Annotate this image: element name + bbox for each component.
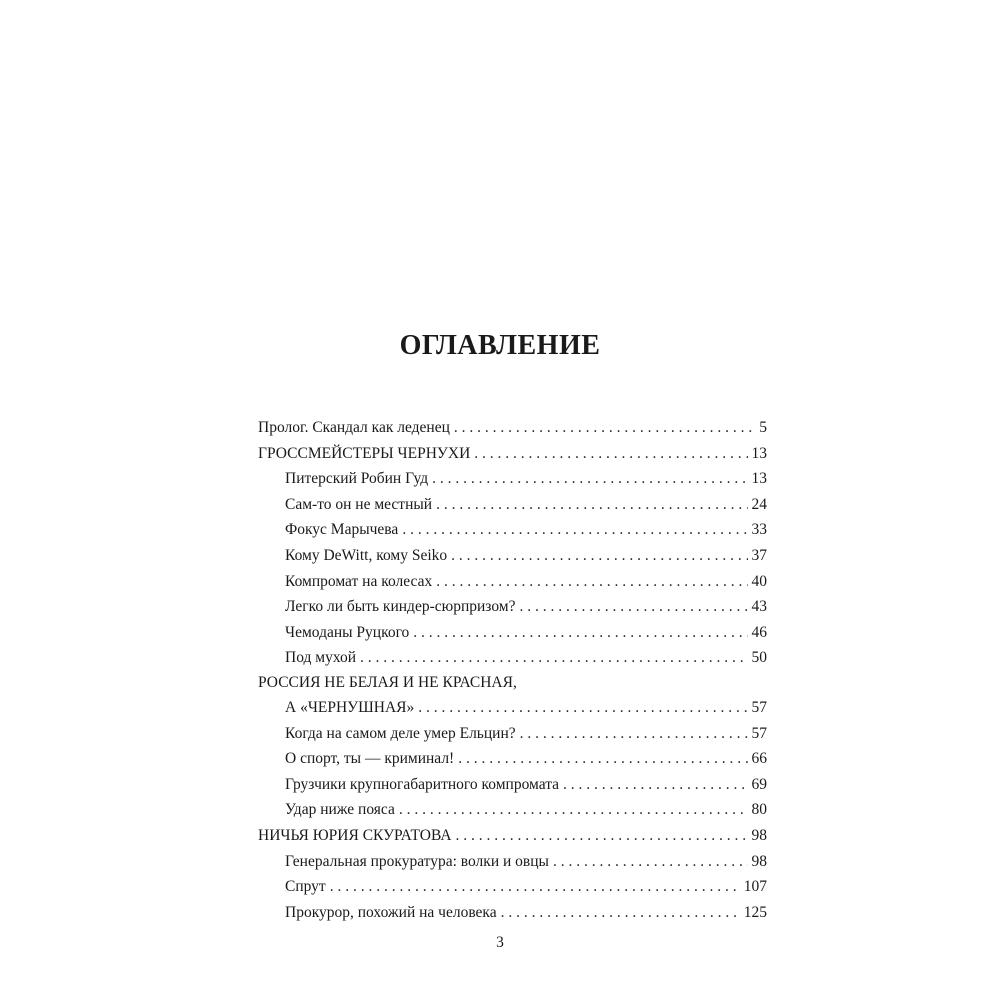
dot-leader [458, 746, 747, 772]
toc-entry-title: Пролог. Скандал как леденец [258, 419, 450, 436]
page-title: ОГЛАВЛЕНИЕ [399, 330, 601, 361]
toc-entry-second-line[interactable] [258, 695, 767, 721]
toc-entry-page: 37 [751, 546, 767, 564]
toc-entry-page: 13 [751, 444, 767, 462]
toc-subentry[interactable] [258, 900, 767, 926]
toc-entry-title: Чемоданы Руцкого [285, 623, 410, 641]
toc-entry-title: Удар ниже пояса [285, 801, 395, 819]
dot-leader [418, 695, 747, 721]
toc-entry-page: 24 [751, 495, 767, 513]
toc-entry-title: Под мухой [285, 649, 357, 667]
toc-subentry[interactable] [258, 797, 767, 823]
toc-entry-title: О спорт, ты — криминал! [285, 750, 455, 768]
toc-subentry[interactable] [258, 620, 767, 646]
toc-subentry[interactable] [258, 543, 767, 569]
toc-entry-page: 13 [751, 470, 767, 488]
toc-subentry[interactable] [258, 645, 767, 671]
toc-entry-page: 80 [751, 801, 767, 819]
toc-entry-title: Легко ли быть киндер-сюрпризом? [285, 598, 516, 616]
toc-entry-first-line[interactable] [258, 671, 767, 695]
dot-leader [399, 797, 748, 823]
toc-entry-page: 66 [751, 750, 767, 768]
toc-entry-page: 57 [751, 698, 767, 716]
toc-entry-page: 43 [751, 598, 767, 616]
toc-subentry[interactable] [258, 569, 767, 595]
toc-entry-page: 33 [751, 521, 767, 539]
toc-entry-title: Прокурор, похожий на человека [285, 903, 497, 921]
toc-subentry[interactable] [258, 849, 767, 875]
toc-entry-title: Сам-то он не местный [285, 495, 433, 513]
dot-leader [454, 415, 755, 441]
toc-entry[interactable] [258, 441, 767, 467]
toc-entry-title: Кому DeWitt, кому Seiko [285, 546, 448, 564]
toc-entry-page: 46 [751, 623, 767, 641]
toc-entry-title: Компромат на колесах [285, 572, 433, 590]
toc-entry[interactable] [258, 415, 767, 441]
toc-entry-page: 50 [751, 649, 767, 667]
toc-entry-title: Генеральная прокуратура: волки и овцы [285, 852, 549, 870]
toc-entry-title: Питерский Робин Гуд [285, 470, 429, 488]
toc-entry-title: Грузчики крупногабаритного компромата [285, 775, 560, 793]
toc-subentry[interactable] [258, 772, 767, 798]
toc-entry-page: 98 [751, 852, 767, 870]
dot-leader [451, 543, 747, 569]
toc-entry-title: Спрут [285, 878, 326, 896]
dot-leader [553, 849, 748, 875]
toc-subentry[interactable] [258, 492, 767, 518]
dot-leader [563, 772, 747, 798]
dot-leader [432, 466, 747, 492]
toc-entry-title: Фокус Марычева [285, 521, 399, 539]
toc-entry-page: 40 [751, 572, 767, 590]
toc-entry-page: 69 [751, 775, 767, 793]
dot-leader [520, 721, 748, 747]
table-of-contents [258, 415, 767, 925]
toc-subentry[interactable] [258, 746, 767, 772]
toc-subentry[interactable] [258, 721, 767, 747]
toc-entry-title: А «ЧЕРНУШНАЯ» [285, 698, 415, 716]
dot-leader [413, 620, 747, 646]
toc-entry-title-line1: РОССИЯ НЕ БЕЛАЯ И НЕ КРАСНАЯ, [258, 673, 517, 691]
toc-entry-page: 5 [759, 419, 767, 436]
toc-entry-page: 125 [743, 903, 767, 921]
toc-subentry[interactable] [258, 517, 767, 543]
dot-leader [456, 823, 748, 849]
dot-leader [436, 569, 747, 595]
dot-leader [330, 874, 740, 900]
dot-leader [501, 900, 740, 926]
toc-entry-title: НИЧЬЯ ЮРИЯ СКУРАТОВА [258, 826, 452, 844]
dot-leader [519, 594, 747, 620]
toc-entry[interactable] [258, 823, 767, 849]
toc-entry-page: 98 [751, 826, 767, 844]
dot-leader [360, 645, 747, 671]
dot-leader [474, 441, 747, 467]
toc-entry-page: 57 [751, 724, 767, 742]
toc-entry-title: ГРОССМЕЙСТЕРЫ ЧЕРНУХИ [258, 444, 471, 462]
dot-leader [402, 517, 747, 543]
toc-subentry[interactable] [258, 466, 767, 492]
toc-entry-title: Когда на самом деле умер Ельцин? [285, 724, 516, 742]
dot-leader [436, 492, 747, 518]
toc-subentry[interactable] [258, 594, 767, 620]
toc-subentry[interactable] [258, 874, 767, 900]
page-number: 3 [496, 934, 504, 951]
toc-entry-page: 107 [743, 878, 767, 896]
